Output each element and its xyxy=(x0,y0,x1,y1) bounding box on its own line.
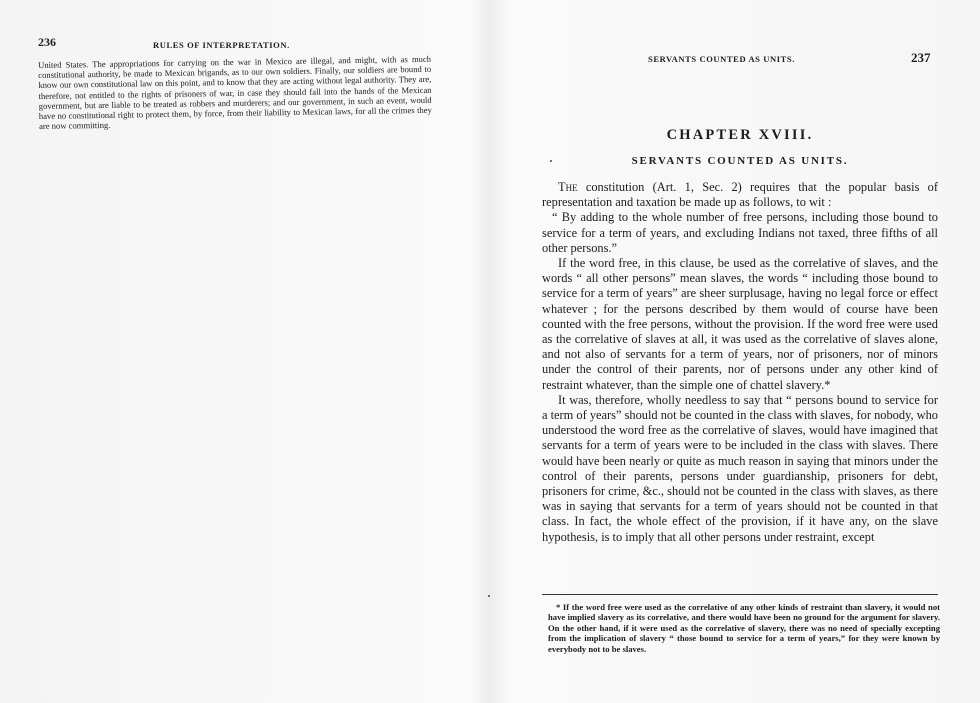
paragraph: It was, therefore, wholly needless to say that “ persons bound to service for a term of years” should not be counted in the class with slaves, for nobody, who understood the word free as the correlative of slaves, would have imagined that servants for a term of years were to be included in the class with slaves. There would have been nearly or quite as much reason in saying that minors under the control of their parents, persons under guardianship, prisoners for debt, prisoners for crime, &c., should not be counted in the class with slaves, as there was in saying that servants for a term of years should not be counted in that class. In fact, the whole effect of the provision, if it have any, on the slave hypothesis, is to imply that all other persons under restraint, except xyxy=(542,392,938,544)
paragraph: The constitution (Art. 1, Sec. 2) requires that the popular basis of representation and taxation be made up as follows, to wit : xyxy=(542,180,938,210)
right-page-number: 237 xyxy=(911,50,931,65)
print-speck xyxy=(550,160,552,162)
left-page-number: 236 xyxy=(38,35,56,49)
constitution-quote: “ By adding to the whole number of free persons, including those bound to service for a term of years, and excluding Indians not taxed, three fifths of all other persons.” xyxy=(542,210,938,255)
right-running-head: SERVANTS COUNTED AS UNITS. xyxy=(648,54,795,64)
print-speck xyxy=(488,595,490,597)
left-running-head: RULES OF INTERPRETATION. xyxy=(153,40,290,50)
left-page-text: United States. The appropriations for carrying on the war in Mexico are illegal, and might, with as much constitutional authority, be made to Mexican brigands, as to our own soldiers. Finally, our soldiers are bound to know our own constitutional law on this point, and to know that they are acting without legal authority. They are, therefore, not entitled to the rights of prisoners of war, in case they should fall into the hands of the Mexican government, but are liable to be treated as robbers and murderers; and our government, in such an event, would have no constitutional right to protect them, by force, from their liability to Mexican laws, for all the crimes they are now committing. xyxy=(38,53,432,132)
footnote-rule xyxy=(542,594,938,595)
chapter-heading: CHAPTER XVIII. xyxy=(666,127,814,143)
paragraph-lead-word: The xyxy=(558,180,578,194)
chapter-title: SERVANTS COUNTED AS UNITS. xyxy=(631,155,849,167)
paragraph: If the word free, in this clause, be used as the correlative of slaves, and the words “ all other persons” mean slaves, the words “ including those bound to service for a term of years” are sheer surplusage, having no legal force or effect whatever ; for the persons described by them would of course have been counted with the free persons, without the provision. If the word free were used as the correlative of slaves at all, it was used as the correlative of slaves alone, and not also of servants for a term of years, nor of prisoners, nor of minors under the control of their parents, nor of persons under any other kind of restraint whatever, than the simple one of chattel slavery.* xyxy=(542,256,938,392)
footnote: * If the word free were used as the correlative of any other kinds of restraint than slavery, it would not have implied slavery as its correlative, and there would have been no ground for the argument for slavery. On the other hand, if it were used as the correlative of slavery, there was no need of specially excepting from the implication of slavery “ those bound to service for a term of years,” for they were known by everybody not to be slaves. xyxy=(548,602,940,654)
chapter-body xyxy=(542,180,938,545)
